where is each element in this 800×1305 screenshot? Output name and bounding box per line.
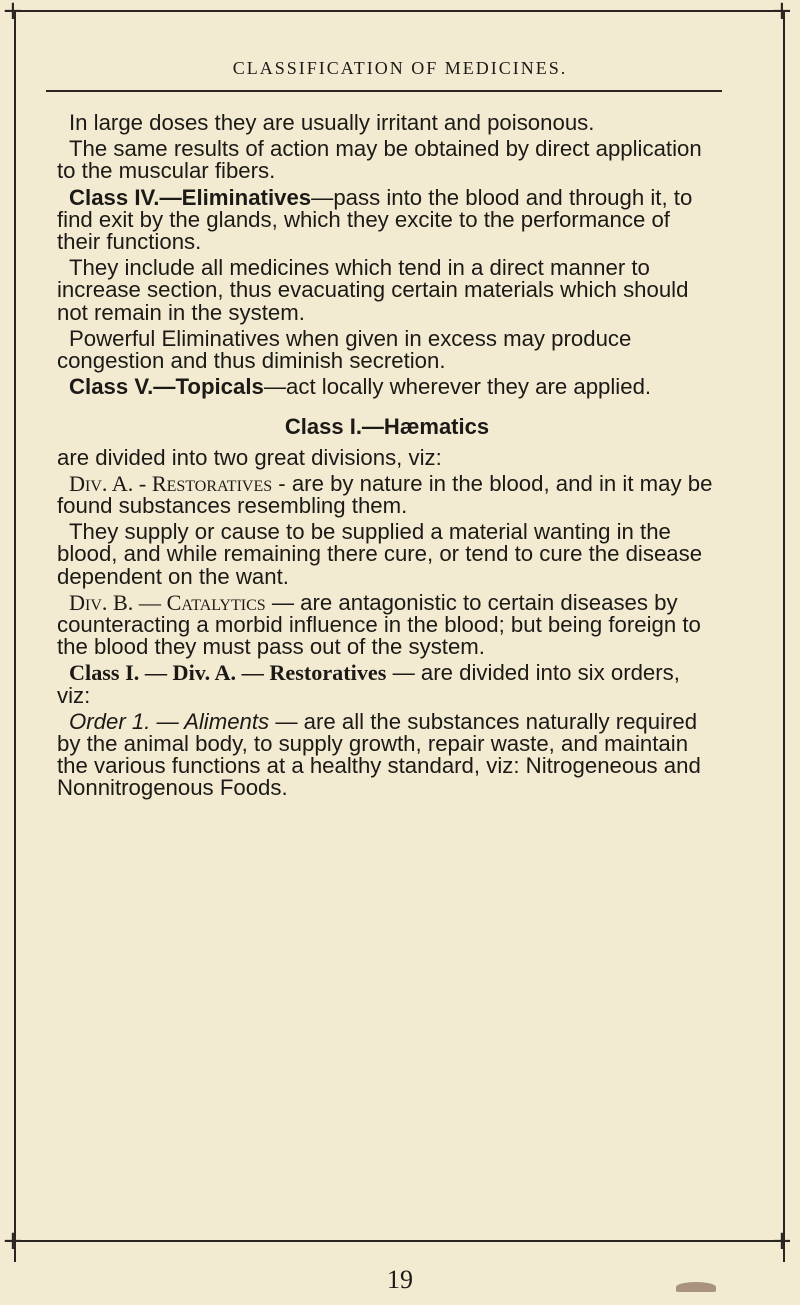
paragraph: are divided into two great divisions, viz: [57,444,442,470]
division-heading: Div. B. — Catalytics [69,589,266,615]
class-heading: Class I. — Div. A. — Restoratives [69,660,387,686]
paragraph-text: — are antagonistic to certain diseases by counteracting a morbid influence in the blood; but being foreign to the blood they must pass out of the system. [57,589,701,660]
running-header: CLASSIFICATION OF MEDICINES. [232,58,568,78]
paragraph: They supply or cause to be supplied a material wanting in the blood, and while remaining there cure, or tend to cure the disease dependent on the want. [57,519,703,589]
paragraph-text: —pass into the blood and through it, to find exit by the glands, which they excite to the performance of their functions. [57,184,693,255]
corner-cross-icon: + [771,1226,793,1256]
corner-cross-icon: + [2,0,24,26]
paragraph [57,376,717,398]
division-heading: Div. A. - Restoratives [69,470,273,496]
corner-cross-icon: + [2,1226,24,1256]
paragraph [57,708,717,801]
paragraph: They include all medicines which tend in a direct manner to increase section, thus evacuating certain materials which should not remain in the system. [57,255,689,325]
left-rule [14,10,16,1262]
paragraph: Powerful Eliminatives when given in excess may produce congestion and thus diminish secretion. [57,325,632,374]
paragraph [57,470,717,519]
ink-smudge [676,1282,716,1292]
paragraph-text: —act locally wherever they are applied. [263,374,652,400]
paragraph [57,589,717,660]
paragraph-text: - are by nature in the blood, and in it may be found substances resembling them. [57,470,713,519]
paragraph: In large doses they are usually irritant and poisonous. [69,110,595,135]
corner-cross-icon: + [771,0,793,26]
class-heading: Class IV.—Eliminatives [69,184,312,210]
order-heading: Order 1. — Aliments [69,708,270,734]
paragraph-text: — are divided into six orders, viz: [57,660,680,708]
page-body [57,112,717,804]
bottom-rule [14,1240,784,1242]
top-rule [14,10,784,12]
right-rule [783,10,785,1262]
paragraph [57,662,717,706]
page-number: 19 [387,1265,413,1294]
paragraph: The same results of action may be obtained by direct application to the muscular fibers. [57,136,702,184]
section-title: Class I.—Hæmatics [284,414,490,440]
paragraph-text: — are all the substances naturally required by the animal body, to supply growth, repair waste, and maintain the various functions at a healthy standard, viz: Nitrogeneous and Nonnitrogenous Foods. [57,708,701,801]
paragraph [57,184,717,255]
header-rule [46,90,722,92]
class-heading: Class V.—Topicals [69,374,264,400]
